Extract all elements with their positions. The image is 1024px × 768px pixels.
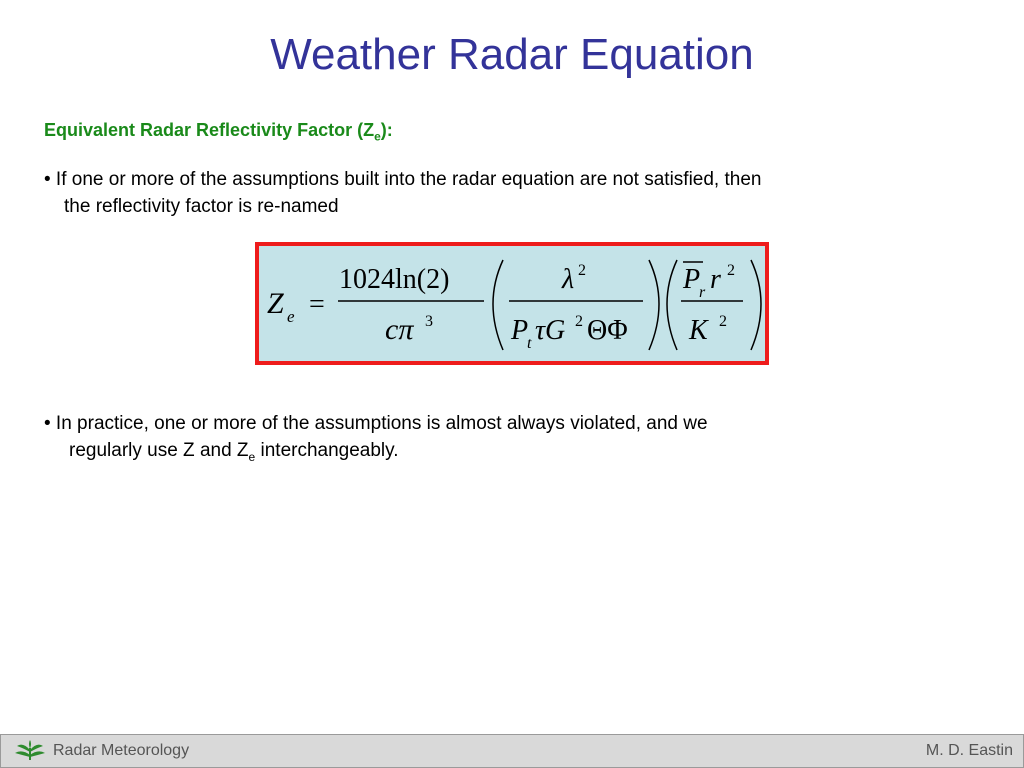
section-heading-text: Equivalent Radar Reflectivity Factor (Z — [44, 120, 375, 140]
leaf-logo-icon — [13, 740, 47, 767]
fraction3-den: K — [689, 315, 708, 346]
bullet-practice-line2-sub: e — [248, 449, 256, 464]
section-heading — [44, 120, 393, 144]
paren1-right — [649, 260, 659, 350]
fraction3-num-p: P — [683, 264, 701, 295]
footer-bar — [0, 734, 1024, 768]
fraction2-den-p: P — [511, 315, 529, 346]
fraction2-den-end: ΘΦ — [587, 315, 628, 346]
fraction3-num-exp: 2 — [727, 262, 735, 279]
section-heading-subscript: e — [374, 129, 381, 144]
fraction3-num-r: r — [710, 264, 721, 295]
fraction1-denominator-exp: 3 — [425, 313, 433, 330]
fraction3-num-sub: r — [699, 284, 706, 301]
paren2-right — [751, 260, 761, 350]
bullet-practice-line2-prefix: regularly use Z and Z — [69, 440, 249, 461]
slide-title: Weather Radar Equation — [270, 30, 754, 79]
bullet-practice-line2 — [44, 437, 924, 471]
equation-lhs: Z — [267, 287, 284, 320]
bullet-assumptions — [44, 166, 924, 220]
fraction2-den-sub: t — [527, 335, 532, 352]
footer-author: M. D. Eastin — [925, 742, 1013, 759]
bullet-assumptions-line2: the reflectivity factor is re-named — [64, 196, 339, 217]
bullet-practice-line2-suffix: interchangeably. — [255, 440, 399, 461]
equation-lhs-sub: e — [287, 307, 295, 326]
paren1-left — [493, 260, 503, 350]
fraction2-den-exp: 2 — [575, 313, 583, 330]
section-heading-suffix: ): — [380, 120, 393, 140]
fraction3-den-exp: 2 — [719, 313, 727, 330]
bullet-practice — [44, 410, 924, 471]
fraction2-numerator-exp: 2 — [578, 262, 586, 279]
bullet-assumptions-line1: • If one or more of the assumptions built into the radar equation are not satisfied, then — [44, 169, 762, 190]
fraction2-numerator: λ — [562, 264, 575, 295]
fraction1-numerator: 1024ln(2) — [339, 264, 450, 295]
equation-svg — [259, 246, 765, 361]
equation-box — [255, 242, 769, 365]
footer-course-name: Radar Meteorology — [53, 742, 190, 759]
fraction1-denominator: cπ — [385, 313, 414, 346]
equation-equals: = — [309, 289, 325, 320]
paren2-left — [667, 260, 677, 350]
fraction2-den-mid: τG — [535, 315, 566, 346]
bullet-practice-line1: • In practice, one or more of the assumptions is almost always violated, and we — [44, 413, 708, 434]
